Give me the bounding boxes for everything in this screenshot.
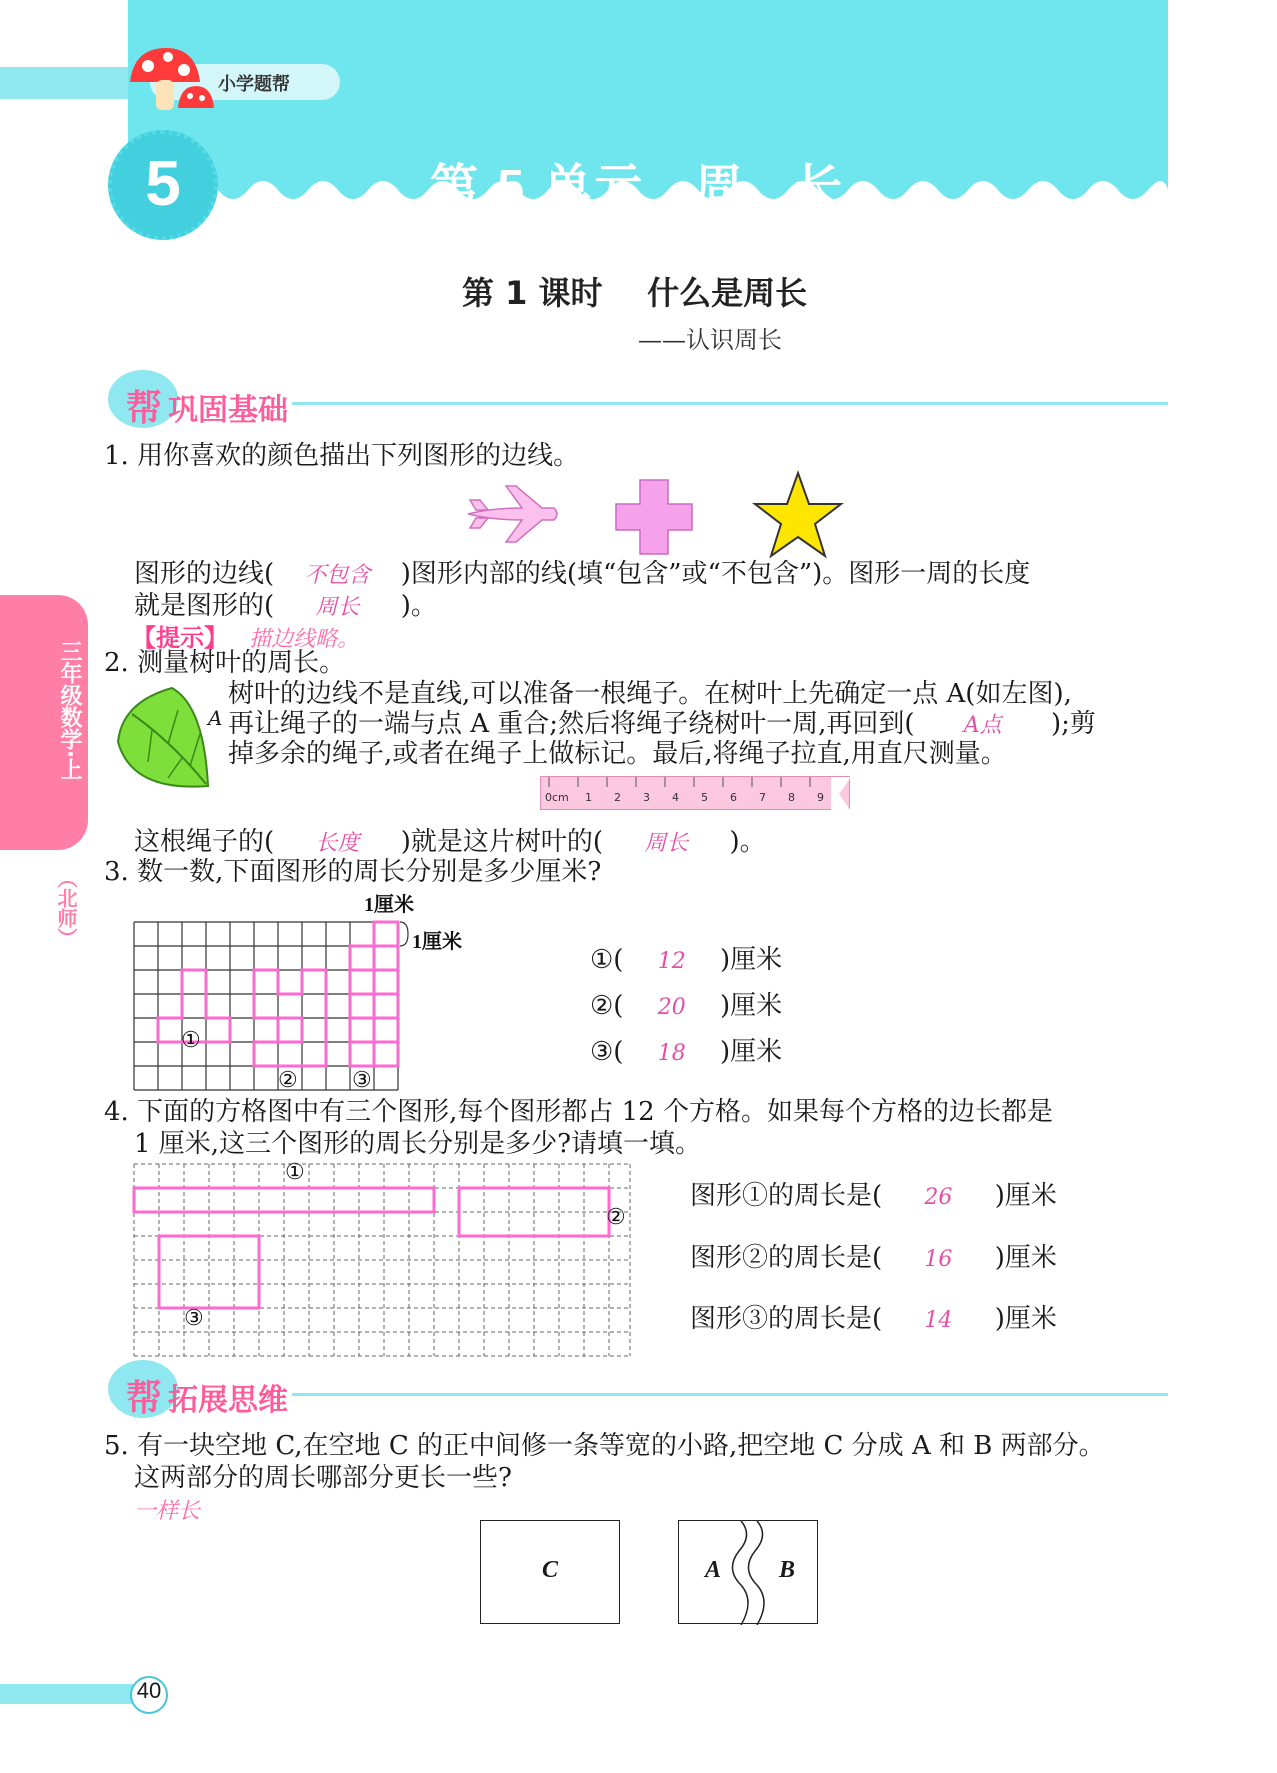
q3-stem: 3. 数一数,下面图形的周长分别是多少厘米? [104, 857, 602, 887]
q1-line1-b: )图形内部的线(填“包含”或“不包含”)。图形一周的长度 [400, 559, 1031, 589]
section-title-basic: 巩固基础 [168, 393, 288, 428]
q3-answer-2: 20 [657, 995, 686, 1020]
section-title-extend: 拓展思维 [168, 1383, 288, 1418]
field-b-label: B [779, 1557, 796, 1583]
cross-shape-icon [614, 478, 694, 556]
field-c-box [480, 1520, 620, 1624]
q1-hint-label: 【提示】 [132, 623, 228, 652]
section-rule [292, 402, 1168, 405]
q4-mark-2: ② [606, 1205, 626, 1230]
q2-line3: 掉多余的绳子,或者在绳子上做标记。最后,将绳子拉直,用直尺测量。 [228, 739, 1007, 769]
q3-mark-1: ① [181, 1028, 201, 1053]
leaf-icon [112, 682, 216, 794]
q2-line1: 树叶的边线不是直线,可以准备一根绳子。在树叶上先确定一点 A(如左图), [228, 679, 1072, 709]
q3-answer-3-label: ③( [590, 1037, 624, 1067]
q3-mark-2: ② [278, 1068, 298, 1093]
q3-unit-top: 1厘米 [364, 894, 414, 916]
q2-last-a: 这根绳子的( [134, 827, 275, 857]
q4-answer-1-label: 图形①的周长是( [690, 1181, 883, 1211]
header-left-band [0, 67, 140, 99]
q3-answer-1-label: ①( [590, 945, 624, 975]
section-rule-2 [292, 1393, 1168, 1396]
field-a-label: A [705, 1557, 722, 1583]
side-tab-edition: （北师） [54, 868, 78, 948]
q1-line2-b: )。 [400, 591, 437, 621]
q2-stem: 2. 测量树叶的周长。 [104, 648, 346, 678]
q4-answer-3: 14 [924, 1308, 953, 1333]
section-prefix: 帮 [126, 388, 163, 429]
ruler-image [540, 776, 850, 810]
mushroom-icon [126, 42, 216, 114]
q2-line2-b: );剪 [1051, 709, 1096, 739]
q3-answer-1: 12 [657, 949, 686, 974]
q2-answer-length: 长度 [315, 831, 360, 856]
ruler-tick-5: 5 [701, 791, 708, 804]
q4-line1: 4. 下面的方格图中有三个图形,每个图形都占 12 个方格。如果每个方格的边长都是 [104, 1097, 1053, 1127]
unit-title: 第 5 单元 周 长 [430, 161, 846, 214]
page-number: 40 [130, 1676, 168, 1714]
q3-answer-2-label: ②( [590, 991, 624, 1021]
q2-answer-point: A点 [963, 713, 1002, 738]
q3-answer-3-unit: )厘米 [719, 1037, 783, 1067]
unit-number: 5 [145, 147, 181, 219]
q4-answer-3-unit: )厘米 [994, 1304, 1057, 1334]
q1-stem: 1. 用你喜欢的颜色描出下列图形的边线。 [104, 441, 580, 471]
q1-answer-1: 不包含 [304, 563, 371, 588]
q4-grid [130, 1160, 638, 1366]
q2-line2-a: 再让绳子的一端与点 A 重合;然后将绳子绕树叶一周,再回到( [228, 709, 915, 739]
ruler-tick-3: 3 [643, 791, 650, 804]
ruler-tick-4: 4 [672, 791, 679, 804]
q1-hint-text: 描边线略。 [249, 627, 360, 652]
ruler-tick-6: 6 [730, 791, 737, 804]
q1-answer-2: 周长 [315, 595, 360, 620]
lesson-subtitle: ——认识周长 [638, 326, 782, 354]
q3-answer-2-unit: )厘米 [719, 991, 783, 1021]
ruler-tick-2: 2 [614, 791, 621, 804]
q4-mark-3: ③ [184, 1306, 204, 1331]
ruler-tick-9: 9 [817, 791, 824, 804]
q3-answer-3: 18 [657, 1041, 686, 1066]
field-ab-box [678, 1520, 818, 1624]
q5-line2: 这两部分的周长哪部分更长一些? [134, 1463, 512, 1493]
airplane-icon [462, 478, 562, 548]
q4-answer-2-unit: )厘米 [994, 1243, 1057, 1273]
ruler-tick-1: 1 [585, 791, 592, 804]
q1-line1-a: 图形的边线( [134, 559, 275, 589]
brand-name: 小学题帮 [218, 74, 290, 94]
q2-answer-perimeter: 周长 [644, 831, 689, 856]
ruler-tick-0: 0cm [545, 791, 569, 804]
lesson-title: 第 1 课时 什么是周长 [462, 274, 808, 312]
path-divider [679, 1521, 819, 1625]
q3-mark-3: ③ [352, 1068, 372, 1093]
q4-answer-1-unit: )厘米 [994, 1181, 1057, 1211]
q4-answer-2: 16 [924, 1247, 953, 1272]
q3-unit-side: 1厘米 [412, 931, 462, 953]
q4-answer-2-label: 图形②的周长是( [690, 1243, 883, 1273]
q2-last-b: )就是这片树叶的( [400, 827, 603, 857]
ruler-tick-8: 8 [788, 791, 795, 804]
leaf-point-label: A [208, 706, 223, 730]
q1-line2-a: 就是图形的( [134, 591, 275, 621]
q4-line2: 1 厘米,这三个图形的周长分别是多少?请填一填。 [134, 1129, 702, 1159]
ruler-tick-7: 7 [759, 791, 766, 804]
q4-answer-3-label: 图形③的周长是( [690, 1304, 883, 1334]
field-c-label: C [541, 1557, 558, 1583]
side-tab-text: 三年级数学·上 [57, 640, 82, 781]
q5-answer: 一样长 [134, 1499, 201, 1524]
section-prefix-2: 帮 [126, 1378, 163, 1419]
q2-last-c: )。 [729, 827, 766, 857]
q3-answer-1-unit: )厘米 [719, 945, 783, 975]
q5-line1: 5. 有一块空地 C,在空地 C 的正中间修一条等宽的小路,把空地 C 分成 A 和 B 两部分。 [104, 1431, 1105, 1461]
star-icon [752, 470, 844, 560]
q4-mark-1: ① [285, 1160, 305, 1185]
q4-answer-1: 26 [924, 1185, 953, 1210]
footer-band [0, 1684, 140, 1704]
